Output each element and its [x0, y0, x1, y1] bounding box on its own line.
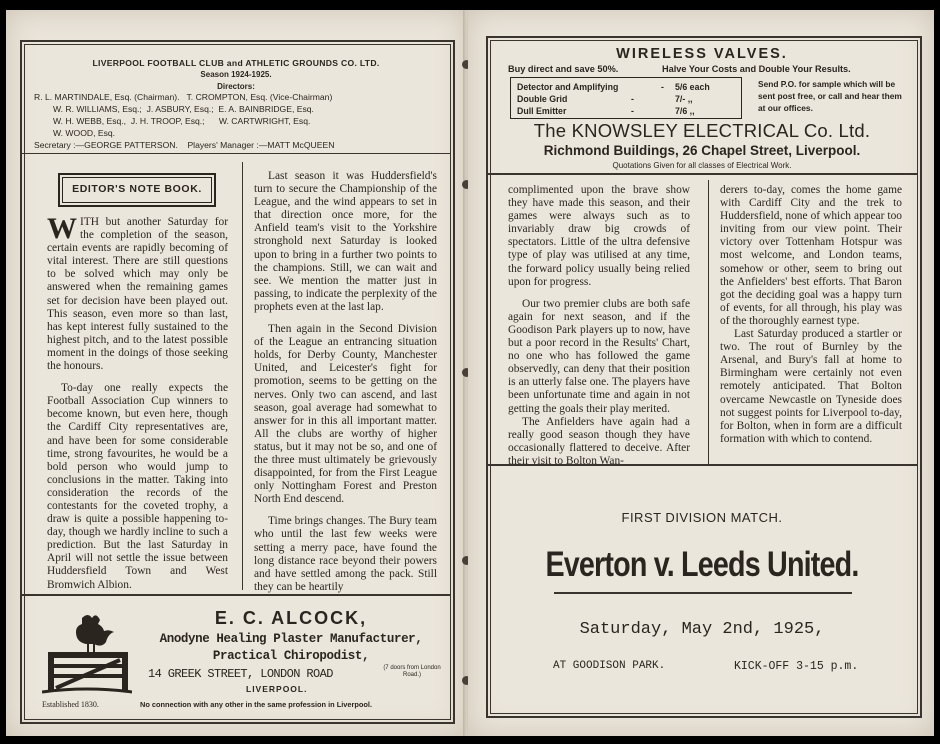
price-item-value: 5/6 each	[675, 82, 710, 92]
alcock-city: LIVERPOOL.	[246, 684, 308, 694]
article-column-2	[254, 170, 437, 594]
col2-paragraph-2: Then again in the Second Division of the League an entrancing situation holds, for Derby County, Manchester United, and Leicester's fight for promotion, seems to be getting on the nerves. Only two can ascend, and last season, goal average had somewhat to answer for in this all important matter. All the clubs are worthy of higher status, but it may not be so, and one of the three must ultimately be grievously disappointed, for from the First League only Nottingham Forest and Preston North End descend.	[254, 323, 437, 506]
header-divider	[22, 153, 451, 154]
wireless-send-po: Send P.O. for sample which will be sent post free, or call and hear them at our offices.	[758, 79, 902, 113]
wireless-address: Richmond Buildings, 26 Chapel Street, Liverpool.	[543, 143, 861, 158]
col4-paragraph-2: Last Saturday produced a startler or two. The rout of Burnley by the Arsenal, and Bury's fall at home to Birmingham were certainly not even remotely anticipated. That Bolton overcame Newcastle on Tyneside does not suggest points for Liverpool to-day, for Bolton, when in form are a difficult formation with which to contend.	[720, 328, 902, 445]
column-divider-right	[708, 180, 709, 465]
editors-title: EDITOR'S NOTE BOOK.	[72, 183, 202, 195]
dropcap-letter: W	[47, 212, 77, 245]
col3-paragraph-3: The Anfielders have again had a really good season though they have occasionally flattered to deceive. After their visit to Bolton Wan-	[508, 415, 690, 467]
alcock-line-1: Anodyne Healing Plaster Manufacturer,	[159, 632, 423, 646]
season-label: Season 1924-1925.	[200, 70, 272, 79]
price-item-dash: -	[631, 94, 634, 104]
article-column-4	[720, 184, 902, 446]
wireless-quotations: Quotations Given for all classes of Electrical Work.	[612, 161, 792, 170]
match-kickoff: KICK-OFF 3-15 p.m.	[734, 660, 859, 673]
alcock-address-note: (7 doors from London Road.)	[383, 665, 441, 678]
price-item-name: Dull Emitter	[517, 106, 567, 116]
alcock-disclaimer: No connection with any other in the same profession in Liverpool.	[140, 700, 373, 709]
wireless-company: The KNOWSLEY ELECTRICAL Co. Ltd.	[533, 120, 871, 141]
col1-paragraph-2: To-day one really expects the Football Association Cup winners to become known, but even here, though the Cardiff City representatives are, and have been for some considerable time, strong favourites, he would be a bold person who would jump to conclusions in the matter. Taking into consideration the records of the contestants for the coveted trophy, a draw is quite a possible happening to-day, though we hardly incline to such a prediction. But the last Saturday in April will not settle the issue between Huddersfield Town and West Bromwich Albion.	[47, 382, 228, 591]
directors-line-1: R. L. MARTINDALE, Esq. (Chairman). T. CROMPTON, Esq. (Vice-Chairman)	[34, 92, 333, 102]
col2-paragraph-3: Time brings changes. The Bury team who until the last few weeks were setting a merry pace, have found the long distance race beyond their powers and have settled among the pack. Still they can be heartily	[254, 515, 437, 593]
col3-paragraph-2: Our two premier clubs are both safe again for next season, and if the Goodison Park players up to now, have but a poor record in the Results' Chart, no one who has followed the game observedly, can deny that their position is an utterly false one. The players have been unfortunate time and again in not getting the goals their play merited.	[508, 297, 690, 415]
ad-divider	[22, 594, 451, 596]
rooster-gate-illustration	[42, 610, 132, 694]
alcock-line-2: Practical Chiropodist,	[212, 649, 370, 663]
right-page	[468, 10, 934, 736]
price-item-dash: -	[661, 82, 664, 92]
wireless-title: WIRELESS VALVES.	[616, 46, 788, 62]
alcock-name: E. C. ALCOCK,	[214, 608, 368, 628]
alcock-address: 14 GREEK STREET, LONDON ROAD	[148, 667, 333, 681]
wireless-tagline-right: Halve Your Costs and Double Your Results.	[662, 64, 851, 74]
editors-title-box	[58, 173, 216, 207]
match-date: Saturday, May 2nd, 1925,	[579, 620, 825, 639]
directors-line-3: W. H. WEBB, Esq., J. H. TROOP, Esq.; W. CARTWRIGHT, Esq.	[53, 116, 311, 126]
rooster-icon	[42, 610, 132, 694]
match-heading: FIRST DIVISION MATCH.	[621, 510, 783, 525]
col1-paragraph-1: ITH but another Saturday for the completion of the season, certain events are rapidly becoming of vital interest. There are still questions to be solved which may only be answered when the remaining games set for decision have been played out. This season, even more so than last, has kept interest fully sustained to the highest pitch, and to the latest possible moment in the doings of those seeking the honours.	[47, 216, 228, 373]
article-column-3	[508, 184, 690, 468]
teams-underline	[554, 592, 852, 594]
directors-line-2: W. R. WILLIAMS, Esq.; J. ASBURY, Esq.; E. A. BAINBRIDGE, Esq.	[53, 104, 314, 114]
article-column-1	[47, 212, 228, 592]
match-divider	[488, 464, 918, 466]
price-item-value: 7/- ,,	[675, 94, 693, 104]
wireless-divider	[488, 173, 918, 175]
club-title: LIVERPOOL FOOTBALL CLUB and ATHLETIC GROUNDS CO. LTD.	[92, 58, 380, 68]
match-teams: Everton v. Leeds United.	[545, 545, 859, 584]
price-item-dash: -	[631, 106, 634, 116]
alcock-established: Established 1830.	[42, 700, 99, 709]
col3-paragraph-1: complimented upon the brave show they have made this season, and their games were always such as to invariably draw big crowds of spectators. Little of the ultra defensive type of play was utilised at any time, the forward policy usually being relied upon for progress.	[508, 184, 690, 288]
price-item-value: 7/6 ,,	[675, 106, 695, 116]
column-divider-left	[242, 162, 243, 590]
price-item-name: Double Grid	[517, 94, 568, 104]
secretary-line: Secretary :—GEORGE PATTERSON. Players' Manager :—MATT McQUEEN	[34, 140, 335, 150]
col2-paragraph-1: Last season it was Huddersfield's turn to secure the Championship of the League, and the wind appears to set in that direction once more, for the Anfield team's visit to the Yorkshire stronghold next Saturday is looked upon to bring in a further two points to the champions. Still, we can wait and see. We mention the matter just in passing, to indicate the perplexity of the prophets even at the last lap.	[254, 170, 437, 313]
wireless-tagline-left: Buy direct and save 50%.	[508, 64, 619, 74]
price-table	[510, 77, 742, 119]
left-page	[6, 10, 465, 736]
match-venue: AT GOODISON PARK.	[553, 660, 666, 672]
price-item-name: Detector and Amplifying	[517, 82, 619, 92]
directors-label: Directors:	[217, 82, 255, 91]
directors-line-4: W. WOOD, Esq.	[53, 128, 116, 138]
col4-paragraph-1: derers to-day, comes the home game with Cardiff City and the trek to Huddersfield, none of which appear too inviting from our view point. Their victory over Tottenham Hotspur was most welcome, and London teams, somehow or other, seem to bring out the Anfielders' best efforts. That Baron got the deciding goal was a happy turn of events, for all through, his play was of the thoroughly earnest type.	[720, 184, 902, 327]
